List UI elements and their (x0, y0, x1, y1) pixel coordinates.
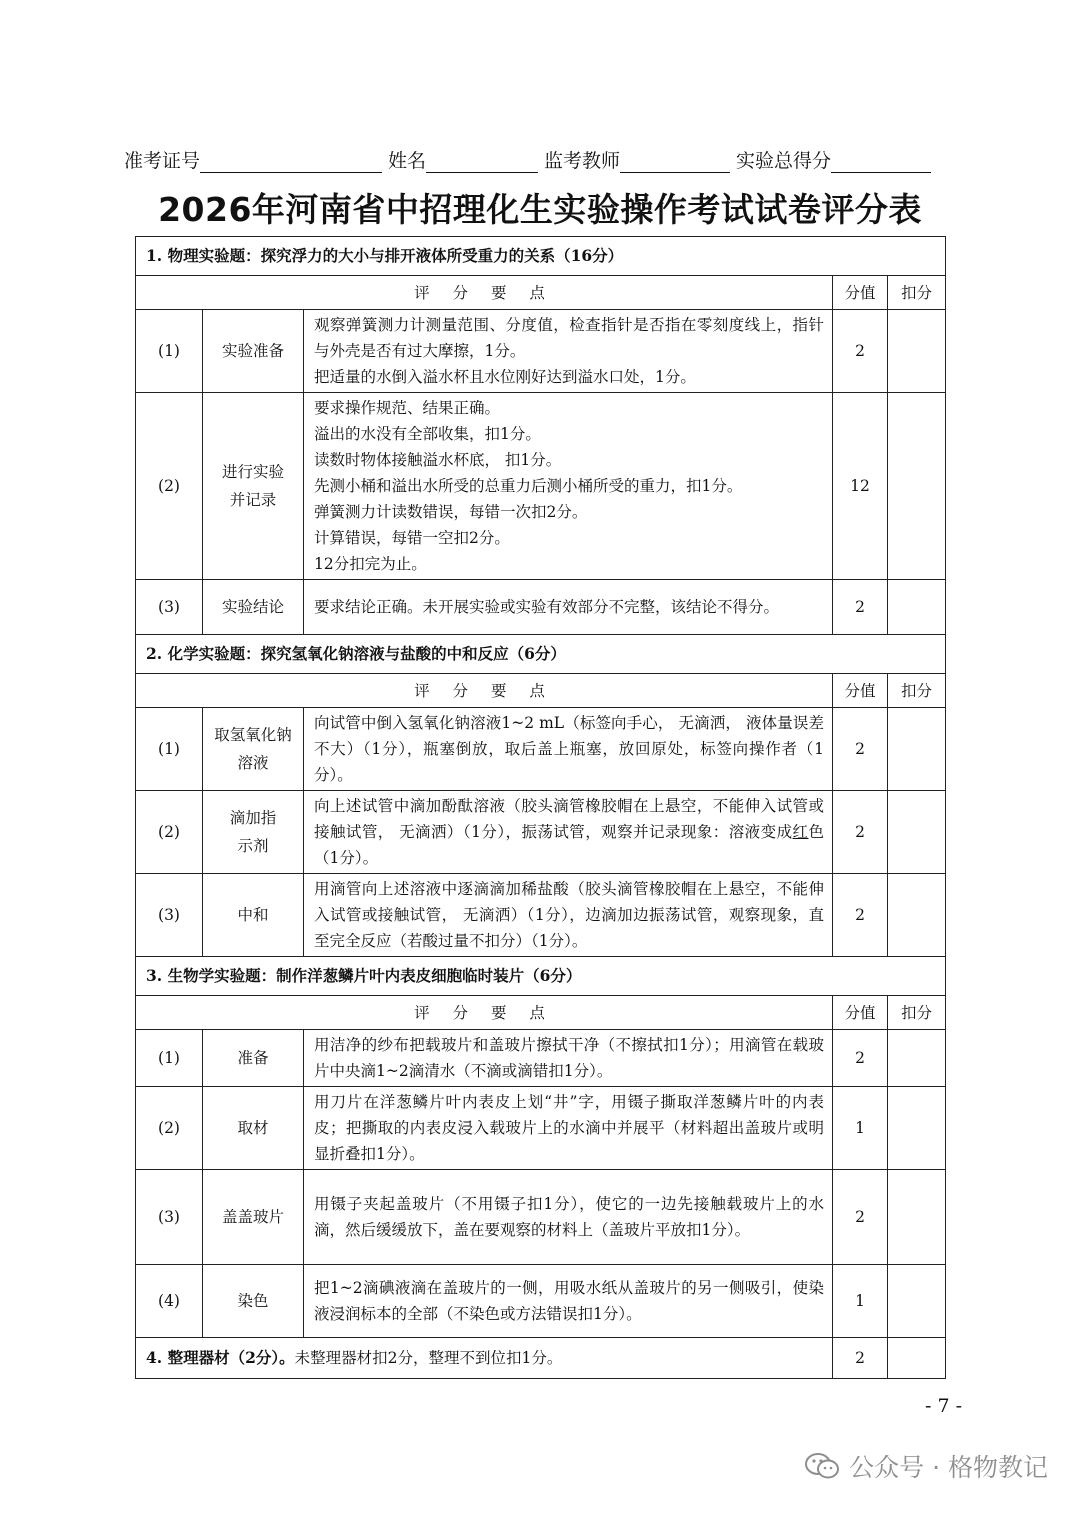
row-index: (3) (136, 580, 203, 635)
row-index: (2) (136, 791, 203, 874)
row-value: 2 (833, 708, 888, 791)
deduct-cell[interactable] (888, 708, 946, 791)
header-label-name: 姓名 (388, 150, 427, 172)
row-item-name: 取氢氧化钠溶液 (203, 708, 304, 791)
row-value: 1 (833, 1087, 888, 1170)
header-label-exam-id: 准考证号 (124, 150, 201, 172)
row-criteria (304, 1087, 833, 1170)
row-item-name: 实验结论 (203, 580, 304, 635)
deduct-cell[interactable] (888, 310, 946, 393)
criteria-line: 用刀片在洋葱鳞片叶内表皮上划“井”字，用镊子撕取洋葱鳞片叶的内表皮；把撕取的内表皮浸入载玻片上的水滴中并展平（材料超出盖玻片或明显折叠扣1分）。 (314, 1093, 824, 1163)
row-criteria (304, 791, 833, 874)
page-number: - 7 - (924, 1395, 962, 1417)
scoring-table (135, 236, 946, 1379)
section-title-chemistry: 2. 化学实验题：探究氢氧化钠溶液与盐酸的中和反应（6分） (136, 635, 946, 674)
table-row (136, 1170, 946, 1265)
section-title-row (136, 635, 946, 674)
section-title-row (136, 957, 946, 996)
deduct-cell[interactable] (888, 1265, 946, 1338)
answer-blank-word: 红 (792, 823, 809, 841)
deduct-header: 扣分 (888, 276, 946, 310)
keypoints-header: 评 分 要 点 (136, 996, 833, 1030)
criteria-line: 先测小桶和溢出水所受的总重力后测小桶所受的重力，扣1分。 (314, 477, 743, 495)
exam-header-fields (124, 143, 969, 173)
criteria-tail: 色（1分）。 (314, 823, 824, 867)
row-index: (2) (136, 1087, 203, 1170)
row-item-name: 准备 (203, 1030, 304, 1087)
deduct-cell[interactable] (888, 580, 946, 635)
section-title-biology: 3. 生物学实验题：制作洋葱鳞片叶内表皮细胞临时装片（6分） (136, 957, 946, 996)
keypoints-header: 评 分 要 点 (136, 276, 833, 310)
final-row (136, 1338, 946, 1379)
row-item-name: 中和 (203, 874, 304, 957)
criteria-line: 读数时物体接触溢水杯底， 扣1分。 (314, 451, 562, 469)
row-index: (4) (136, 1265, 203, 1338)
equipment-text: 未整理器材扣2分，整理不到位扣1分。 (294, 1349, 563, 1367)
row-criteria (304, 708, 833, 791)
row-criteria (304, 874, 833, 957)
wechat-icon (805, 1452, 839, 1480)
criteria-line: 用镊子夹起盖玻片（不用镊子扣1分），使它的一边先接触载玻片上的水滴，然后缓缓放下，盖在要观察的材料上（盖玻片平放扣1分）。 (314, 1195, 824, 1239)
exam-id-blank[interactable] (200, 151, 382, 173)
total-score-blank[interactable] (831, 151, 931, 173)
row-value: 2 (833, 310, 888, 393)
row-index: (3) (136, 1170, 203, 1265)
header-label-total-score: 实验总得分 (736, 150, 832, 172)
equipment-title: 4. 整理器材（2分）。 (146, 1348, 295, 1367)
section-title-physics: 1. 物理实验题：探究浮力的大小与排开液体所受重力的关系（16分） (136, 237, 946, 276)
criteria-line: 用滴管向上述溶液中逐滴滴加稀盐酸（胶头滴管橡胶帽在上悬空，不能伸入试管或接触试管， 无滴洒）（1分），边滴加边振荡试管，观察现象，直至完全反应（若酸过量不扣分）（1分）。 (314, 880, 824, 950)
table-row (136, 791, 946, 874)
criteria-line: 要求操作规范、结果正确。 (314, 399, 501, 417)
page-title: 2026年河南省中招理化生实验操作考试试卷评分表 (158, 190, 922, 229)
criteria-line: 溢出的水没有全部收集，扣1分。 (314, 425, 541, 443)
deduct-cell[interactable] (888, 874, 946, 957)
row-value: 2 (833, 580, 888, 635)
criteria-line: 计算错误，每错一空扣2分。 (314, 529, 510, 547)
table-row (136, 1030, 946, 1087)
value-header: 分值 (833, 674, 888, 708)
criteria-line: 弹簧测力计读数错误，每错一次扣2分。 (314, 503, 588, 521)
name-blank[interactable] (426, 151, 538, 173)
table-row (136, 1087, 946, 1170)
equipment-criteria (136, 1338, 833, 1379)
watermark-text: 公众号 · 格物教记 (849, 1453, 1048, 1482)
table-row (136, 580, 946, 635)
watermark (805, 1448, 1048, 1484)
row-index: (1) (136, 708, 203, 791)
value-header: 分值 (833, 276, 888, 310)
deduct-cell[interactable] (888, 791, 946, 874)
header-label-proctor: 监考教师 (544, 150, 621, 172)
table-row (136, 1265, 946, 1338)
row-value: 12 (833, 393, 888, 580)
row-criteria (304, 1265, 833, 1338)
table-row (136, 874, 946, 957)
row-criteria (304, 580, 833, 635)
row-criteria (304, 393, 833, 580)
row-value: 2 (833, 874, 888, 957)
section-title-row (136, 237, 946, 276)
column-header-row (136, 674, 946, 708)
criteria-line: 把适量的水倒入溢水杯且水位刚好达到溢水口处，1分。 (314, 368, 696, 386)
row-index: (3) (136, 874, 203, 957)
deduct-header: 扣分 (888, 674, 946, 708)
table-row (136, 393, 946, 580)
column-header-row (136, 996, 946, 1030)
table-row (136, 708, 946, 791)
column-header-row (136, 276, 946, 310)
deduct-cell[interactable] (888, 1170, 946, 1265)
row-criteria (304, 1170, 833, 1265)
row-index: (1) (136, 1030, 203, 1087)
criteria-line: 把1~2滴碘液滴在盖玻片的一侧，用吸水纸从盖玻片的另一侧吸引，使染液浸润标本的全部（不染色或方法错误扣1分）。 (314, 1279, 824, 1323)
row-value: 2 (833, 1338, 888, 1379)
deduct-cell[interactable] (888, 1338, 946, 1379)
keypoints-header: 评 分 要 点 (136, 674, 833, 708)
criteria-line: 向试管中倒入氢氧化钠溶液1~2 mL（标签向手心， 无滴洒， 液体量误差不大）（1分），瓶塞倒放，取后盖上瓶塞，放回原处，标签向操作者（1分）。 (314, 714, 824, 784)
table-row (136, 310, 946, 393)
row-index: (2) (136, 393, 203, 580)
row-value: 2 (833, 1170, 888, 1265)
row-item-name: 进行实验并记录 (203, 393, 304, 580)
criteria-line: 观察弹簧测力计测量范围、分度值，检查指针是否指在零刻度线上，指针与外壳是否有过大摩擦，1分。 (314, 316, 824, 360)
deduct-cell[interactable] (888, 1030, 946, 1087)
row-value: 1 (833, 1265, 888, 1338)
row-criteria (304, 310, 833, 393)
deduct-header: 扣分 (888, 996, 946, 1030)
row-criteria (304, 1030, 833, 1087)
criteria-line: 12分扣完为止。 (314, 555, 427, 573)
deduct-cell[interactable] (888, 393, 946, 580)
row-item-name: 取材 (203, 1087, 304, 1170)
deduct-cell[interactable] (888, 1087, 946, 1170)
row-item-name: 染色 (203, 1265, 304, 1338)
proctor-blank[interactable] (620, 151, 730, 173)
row-item-name: 滴加指示剂 (203, 791, 304, 874)
row-item-name: 盖盖玻片 (203, 1170, 304, 1265)
row-value: 2 (833, 791, 888, 874)
criteria-line: 向上述试管中滴加酚酞溶液（胶头滴管橡胶帽在上悬空，不能伸入试管或接触试管， 无滴洒）（1分），振荡试管，观察并记录现象：溶液变成 (314, 797, 824, 841)
row-item-name: 实验准备 (203, 310, 304, 393)
criteria-line: 要求结论正确。未开展实验或实验有效部分不完整，该结论不得分。 (314, 598, 780, 616)
value-header: 分值 (833, 996, 888, 1030)
criteria-line: 用洁净的纱布把载玻片和盖玻片擦拭干净（不擦拭扣1分）；用滴管在载玻片中央滴1~2滴清水（不滴或滴错扣1分）。 (314, 1036, 824, 1080)
row-value: 2 (833, 1030, 888, 1087)
row-index: (1) (136, 310, 203, 393)
